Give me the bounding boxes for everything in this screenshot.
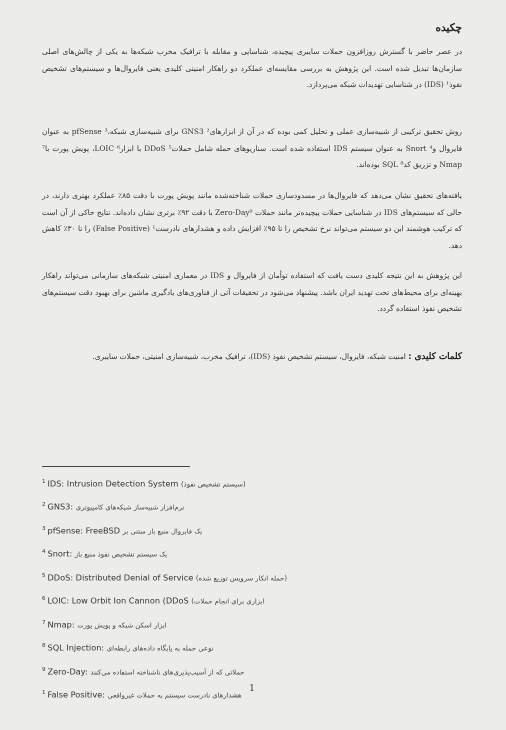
footnote-term: IDS: Intrusion Detection System — [47, 478, 179, 489]
keywords-label: کلمات کلیدی : — [408, 352, 462, 362]
abstract-heading: چکیده — [435, 22, 462, 34]
footnote-term: Nmap: — [47, 619, 75, 630]
footnote-term: GNS3: — [47, 502, 74, 513]
footnote-list — [42, 472, 462, 706]
footnote-term: LOIC: Low Orbit Ion Cannon (DDoS — [47, 595, 189, 606]
page-content — [42, 0, 462, 730]
footnote-number: 7 — [42, 619, 46, 626]
footnote-item — [42, 542, 462, 565]
footnote-definition: یک سیستم تشخیص نفوذ منبع باز — [74, 551, 168, 560]
footnote-item — [42, 495, 462, 518]
keywords-line — [42, 348, 462, 366]
footnote-term: pfSense: FreeBSD — [47, 525, 121, 536]
footnote-item — [42, 519, 462, 542]
footnote-number: 1 — [42, 479, 46, 485]
footnote-item — [42, 589, 462, 612]
footnote-definition: نرم‌افزار شبیه‌ساز شبکه‌های کامپیوتری — [75, 504, 185, 513]
footnote-definition: ابزار اسکن شبکه و پویش پورت — [77, 621, 167, 630]
footnote-definition: (سیستم تشخیص نفوذ) — [181, 480, 246, 489]
footnote-item — [42, 660, 462, 683]
footnote-number: 3 — [42, 525, 46, 532]
abstract-paragraph-intro: در عصر حاضر با گسترش روزافزون حملات سایبری پیچیده، شناسایی و مقابله با ترافیک مخرب شبکه‌ها به یکی از چالش‌های اصلی سازمان‌ها تبدیل شده است. این پژوهش به بررسی مقایسه‌ای عملکرد دو راهکار امنیتی کلیدی یعنی فایروال‌ها و سیستم‌های تشخیص نفوذ¹ (IDS) در شناسایی تهدیدات شبکه می‌پردازد. — [42, 47, 462, 89]
footnote-definition: ابزاری برای انجام حملات) — [191, 597, 265, 606]
footnote-number: 5 — [42, 572, 46, 579]
footnote-number: 2 — [42, 502, 46, 509]
footnote-definition: هشدارهای نادرست سیستم به حملات غیرواقعی — [107, 691, 242, 700]
page-number: 1 — [249, 684, 255, 694]
abstract-paragraph-method: روش تحقیق ترکیبی از شبیه‌سازی عملی و تحلیل کمی بوده که در آن از ابزارهای² GNS3 برای شبیه‌سازی شبکه،³ pfSense به عنوان فایروال و⁴ Snort به عنوان سیستم IDS استفاده شده است. سناریوهای حمله شامل حملات⁵ DDoS با ابزار⁶ LOIC، پویش پورت با⁷ Nmap و تزریق کد⁸ SQL بوده‌اند. — [42, 127, 462, 169]
footnote-number: 8 — [42, 643, 46, 650]
footnote-term: Snort: — [47, 549, 73, 560]
footnote-term: False Positive: — [47, 689, 105, 700]
abstract-paragraph-findings: یافته‌های تحقیق نشان می‌دهد که فایروال‌ها در مسدودسازی حملات شناخته‌شده مانند پویش پورت با دقت ۸۵٪ عملکرد بهتری دارند، در حالی که سیستم‌های IDS در شناسایی حملات پیچیده‌تر مانند حملات Zero-Day⁹ با دقت ۹۲٪ برتری نشان داده‌اند. نتایج حاکی از آن است که ترکیب هوشمند این دو سیستم می‌تواند نرخ تشخیص را تا ۹۵٪ افزایش داده و هشدارهای نادرست¹ (False Positive) را تا ۳۰٪ کاهش دهد. — [42, 191, 462, 250]
footnote-term: DDoS: Distributed Denial of Service — [47, 572, 194, 583]
footnote-number: 6 — [42, 596, 46, 603]
footnote-item — [42, 472, 462, 495]
footnote-number: 4 — [42, 549, 46, 556]
footnote-item — [42, 613, 462, 636]
footnote-number: 9 — [42, 666, 46, 673]
footnote-definition: حملاتی که از آسیب‌پذیری‌های ناشناخته استفاده می‌کنند — [90, 668, 245, 677]
footnote-number: 1 — [42, 689, 46, 696]
footnote-definition: یک فایروال منبع باز مبتنی بر — [122, 527, 203, 536]
footnote-item — [42, 636, 462, 659]
keywords-text: امنیت شبکه، فایروال، سیستم تشخیص نفوذ (IDS)، ترافیک مخرب، شبیه‌سازی امنیتی، حملات سایبری. — [92, 352, 406, 361]
footnote-item — [42, 566, 462, 589]
abstract-paragraph-conclusion: این پژوهش به این نتیجه کلیدی دست یافت که استفاده توأمان از فایروال و IDS در معماری امنیتی شبکه‌های سازمانی می‌تواند راهکار بهینه‌ای برای محیط‌های تحت تهدید ایران باشد. پیشنهاد می‌شود در تحقیقات آتی از فناوری‌های یادگیری ماشین برای بهبود دقت سیستم‌های تشخیص نفوذ استفاده گردد. — [42, 271, 462, 313]
footnote-divider — [42, 466, 190, 467]
footnote-term: Zero-Day: — [47, 666, 88, 677]
footnote-definition: (حمله انکار سرویس توزیع شده) — [195, 574, 288, 583]
footnote-term: SQL Injection: — [47, 642, 105, 653]
footnote-definition: نوعی حمله به پایگاه داده‌های رابطه‌ای — [106, 644, 214, 653]
